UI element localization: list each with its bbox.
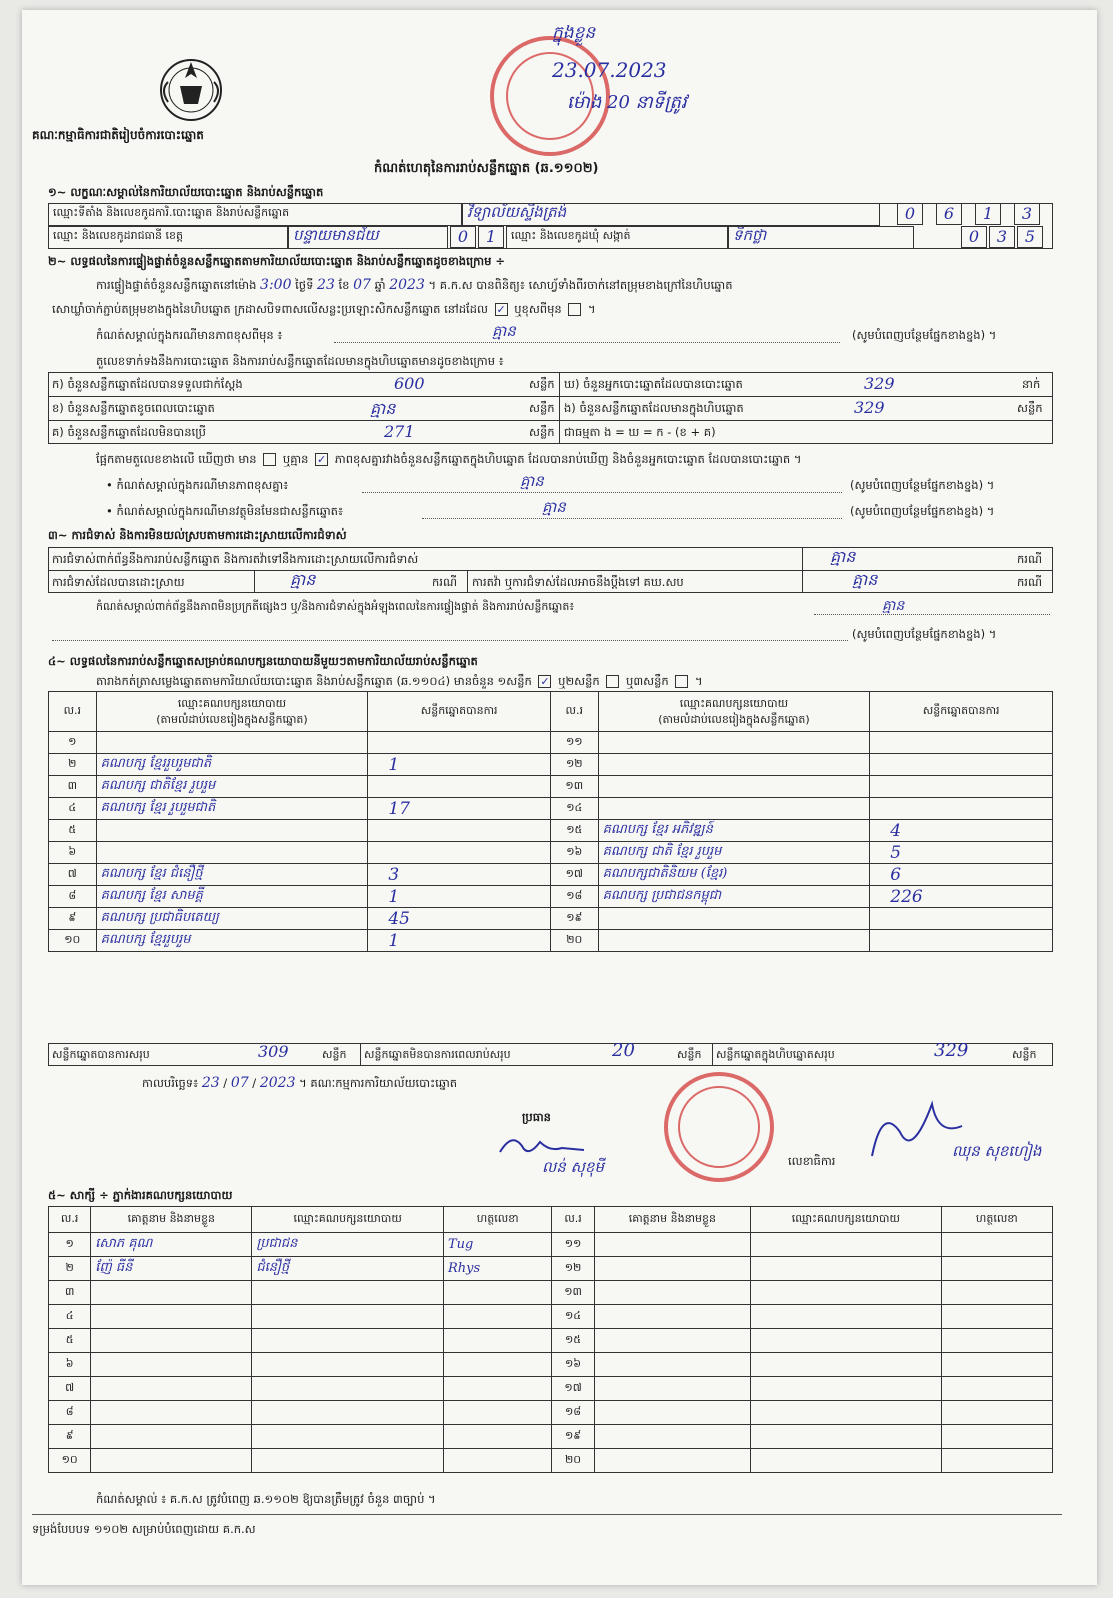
- resolved-label: ការជំទាស់ដែលបានដោះស្រាយ: [52, 575, 185, 589]
- row-number: ១៧: [550, 864, 598, 886]
- witness-signature: [941, 1449, 1052, 1473]
- witness-signature: [941, 1353, 1052, 1377]
- vote-count: 17: [368, 798, 551, 820]
- witness-name: [91, 1449, 252, 1473]
- table-row: [49, 1377, 1053, 1401]
- witness-party: [751, 1449, 942, 1473]
- row-number: ៦: [49, 1353, 91, 1377]
- note2-label: • កំណត់សម្គាល់ក្នុងករណីមានភាពខុសគ្នា៖: [106, 478, 289, 492]
- note1-label: កំណត់សម្គាល់ក្នុងករណីមានភាពខុសពីមុន ៖: [96, 328, 283, 342]
- location-code-digit: 0: [897, 203, 923, 225]
- table-row: [49, 930, 1053, 952]
- table-row: [49, 1281, 1053, 1305]
- witness-name: [594, 1401, 750, 1425]
- section4-title: ៤~ លទ្ធផលនៃការរាប់សន្លឹកឆ្នោតសម្រាប់គណបក្សនយោបាយនីមួយៗតាមការិយាល័យរាប់សន្លឹកឆ្នោត: [48, 654, 478, 668]
- witness-party: [751, 1281, 942, 1305]
- witness-name: [594, 1425, 750, 1449]
- handwritten-date-line-1: ក្នុងខ្លួន: [552, 23, 596, 43]
- witness-name: [594, 1305, 750, 1329]
- province-value: បន្ទាយមានជ័យ: [288, 226, 448, 249]
- col-party: ឈ្មោះគណបក្សនយោបាយ (តាមលំដាប់លេខរៀងក្នុងសន្លឹកឆ្នោត): [598, 692, 870, 732]
- figure-c-unit: សន្លឹក: [529, 425, 555, 439]
- vote-count: [368, 842, 551, 864]
- witness-party: [751, 1401, 942, 1425]
- table-row: [49, 908, 1053, 930]
- total-invalid-value: 20: [612, 1040, 635, 1061]
- row-number: ៨: [49, 1401, 91, 1425]
- figure-b-unit: សន្លឹក: [529, 401, 555, 415]
- results-table: [48, 691, 1053, 952]
- fill-hint: (សូមបំពេញបន្ថែមផ្នែកខាងខ្នង) ។: [850, 478, 995, 492]
- commune-label: ឈ្មោះ និងលេខកូដឃុំ សង្កាត់: [506, 226, 728, 249]
- vote-count: 3: [368, 864, 551, 886]
- table-row: [49, 842, 1053, 864]
- appeal-value: គ្មាន: [852, 570, 878, 589]
- witness-name: [594, 1377, 750, 1401]
- witness-party: ប្រជាជន: [252, 1233, 444, 1257]
- section5-title: ៥~ សាក្សី ÷ ភ្នាក់ងារគណបក្សនយោបាយ: [48, 1188, 233, 1202]
- witness-party: [751, 1257, 942, 1281]
- witness-party: [252, 1377, 444, 1401]
- party-name: គណបក្ស ប្រជាធិបតេយ្យ: [96, 908, 368, 930]
- location-value: វិទ្យាល័យស្ទឹងត្រង់: [462, 203, 880, 226]
- row-number: ១៩: [552, 1425, 594, 1449]
- section2-title: ២~ លទ្ធផលនៃការផ្ទៀងផ្ទាត់ចំនួនសន្លឹកឆ្នោតតាមការិយាល័យបោះឆ្នោត និងរាប់សន្លឹកឆ្នោតដូចខាងក្រោម ÷: [48, 254, 506, 268]
- party-name: គណបក្ស ខ្មែរ ជំនឿថ្មី: [96, 864, 368, 886]
- has-discrepancy-checkbox[interactable]: [263, 453, 276, 466]
- section4-intro: តារាងកត់ត្រាសម្លេងឆ្នោតតាមការិយាល័យបោះឆ្នោត និងរាប់សន្លឹកឆ្នោត (ឆ.១១០៤) មានចំនួន ១សន្លឹក ✓ ឬ២សន្លឹក ឬ៣សន្លឹក ។: [96, 674, 703, 688]
- figure-d-unit: នាក់: [1022, 377, 1041, 391]
- party-name: គណបក្ស ជាតិ ខ្មែរ រួបរួម: [598, 842, 870, 864]
- witness-party: [252, 1353, 444, 1377]
- col-no: ល.រ: [552, 1207, 594, 1233]
- row-number: ១៥: [552, 1329, 594, 1353]
- party-name: [598, 732, 870, 754]
- witness-signature: [444, 1377, 552, 1401]
- irregularity-note-label: កំណត់សម្គាល់ពាក់ព័ន្ធនឹងភាពមិនប្រក្រតីផ្សេងៗ ឬ/និងការជំទាស់ក្នុងអំឡុងពេលនៃការផ្ទៀងផ្ទាត់ និងការរាប់សន្លឹកឆ្នោត៖: [96, 600, 575, 613]
- total-box-label: សន្លឹកឆ្នោតក្នុងហិបឆ្នោតសរុប: [716, 1048, 835, 1061]
- same-checkbox[interactable]: ✓: [496, 303, 506, 316]
- table-row: [49, 776, 1053, 798]
- commune-value: ទឹកថ្លា: [728, 226, 914, 249]
- location-code-digit: 1: [975, 203, 1001, 225]
- total-box-value: 329: [934, 1040, 969, 1061]
- row-number: ៥: [49, 1329, 91, 1353]
- table-row: [49, 864, 1053, 886]
- row-number: ១៩: [550, 908, 598, 930]
- discrepancy-text: ផ្អែកតាមតួលេខខាងលើ ឃើញថា មាន ឬគ្មាន ✓ ភាពខុសគ្នារវាងចំនួនសន្លឹកឆ្នោតក្នុងហិបឆ្នោត ដែលបានរាប់ឃើញ និងចំនួនអ្នកបោះឆ្នោត ដែលបានបោះឆ្នោត ។: [96, 452, 802, 466]
- row-number: ១៦: [550, 842, 598, 864]
- vote-count: 1: [368, 930, 551, 952]
- witness-name: [91, 1281, 252, 1305]
- secretary-name: ឈុន សុខហៀង: [952, 1142, 1042, 1160]
- witness-party: [751, 1425, 942, 1449]
- row-number: ៤: [49, 798, 97, 820]
- footer-note: កំណត់សម្គាល់ ៖ គ.ក.ស ត្រូវបំពេញ ឆ.១១០២ ឱ្យបានត្រឹមត្រូវ ចំនួន ៣ច្បាប់ ។: [96, 1492, 436, 1506]
- row-number: ១២: [550, 754, 598, 776]
- col-name: គោត្តនាម និងនាមខ្លួន: [91, 1207, 252, 1233]
- party-name: [598, 930, 870, 952]
- witness-name: [91, 1377, 252, 1401]
- location-code-digit: 3: [1014, 203, 1040, 225]
- col-votes: សន្លឹកឆ្នោតបានការ: [368, 692, 551, 732]
- table-row: [49, 886, 1053, 908]
- objections-value: គ្មាន: [830, 547, 856, 566]
- figure-e-label: ង) ចំនួនសន្លឹកឆ្នោតដែលមានក្នុងហិបឆ្នោត: [564, 401, 744, 415]
- row-number: ១៨: [550, 886, 598, 908]
- party-name: គណបក្ស ជាតិខ្មែរ រួបរួម: [96, 776, 368, 798]
- witness-name: [594, 1449, 750, 1473]
- chair-name: លន់ សុខុមី: [542, 1158, 604, 1176]
- vote-count: [870, 776, 1053, 798]
- secretary-title: លេខាធិការ: [788, 1154, 836, 1168]
- vote-count: 6: [870, 864, 1053, 886]
- table-row: [49, 1305, 1053, 1329]
- witness-name: ញ៉ែ ធីនី: [91, 1257, 252, 1281]
- row-number: ២: [49, 754, 97, 776]
- vote-count: [368, 732, 551, 754]
- total-valid-unit: សន្លឹក: [322, 1048, 347, 1061]
- nec-emblem-icon: [150, 52, 232, 124]
- totals-row: [48, 1043, 1053, 1066]
- witness-party: [252, 1305, 444, 1329]
- witness-party: [252, 1425, 444, 1449]
- party-name: [598, 908, 870, 930]
- witness-signature: [444, 1401, 552, 1425]
- note1-value: គ្មាន: [492, 322, 516, 340]
- row-number: ៨: [49, 886, 97, 908]
- table-row: [49, 732, 1053, 754]
- two-sheet-checkbox[interactable]: [606, 675, 619, 688]
- table-row: [49, 820, 1053, 842]
- vote-count: 45: [368, 908, 551, 930]
- province-code-digit: 0: [450, 226, 476, 248]
- org-name: គណៈកម្មាធិការជាតិរៀបចំការបោះឆ្នោត: [32, 128, 204, 142]
- total-valid-label: សន្លឹកឆ្នោតបានការសរុប: [52, 1048, 150, 1061]
- irregularity-note-value: គ្មាន: [882, 598, 905, 614]
- figures-intro: តួលេខទាក់ទងនឹងការបោះឆ្នោត និងការរាប់សន្លឹកឆ្នោតដែលមានក្នុងហិបឆ្នោតមានដូចខាងក្រោម ៖: [96, 354, 504, 368]
- appeal-unit: ករណី: [1017, 575, 1042, 589]
- col-votes: សន្លឹកឆ្នោតបានការ: [870, 692, 1053, 732]
- commune-code-digit: 3: [989, 226, 1015, 248]
- vote-count: 1: [368, 754, 551, 776]
- party-name: គណបក្ស ខ្មែររួបរួម: [96, 930, 368, 952]
- row-number: ១០: [49, 1449, 91, 1473]
- party-name: [96, 820, 368, 842]
- row-number: ៩: [49, 1425, 91, 1449]
- vote-count: 5: [870, 842, 1053, 864]
- formula-text: ជាធម្មតា ង = ឃ = ក - (ខ + គ): [564, 425, 716, 439]
- party-name: [96, 732, 368, 754]
- vote-count: [870, 732, 1053, 754]
- witness-party: [751, 1233, 942, 1257]
- row-number: ៤: [49, 1305, 91, 1329]
- witness-table: [48, 1206, 1053, 1473]
- row-number: ១៣: [550, 776, 598, 798]
- handwritten-date-line-2: 23.07.2023: [552, 58, 667, 82]
- row-number: ១៥: [550, 820, 598, 842]
- party-name: [96, 842, 368, 864]
- row-number: ៧: [49, 864, 97, 886]
- party-name: គណបក្សជាតិនិយម (ខ្មែរ): [598, 864, 870, 886]
- witness-name: [91, 1305, 252, 1329]
- witness-name: [594, 1257, 750, 1281]
- form-note: ទម្រង់បែបបទ ១១០២ សម្រាប់បំពេញដោយ គ.ក.ស: [32, 1522, 256, 1536]
- seal-check-text: សោឃ្លាំចាក់ភ្ជាប់តម្រុមខាងក្នុងនៃហិបឆ្នោត ក្រដាសបិទពាសលើសន្លះប្រឡោះសិកសន្លឹកឆ្នោត នៅដដែល ✓ ឬខុសពីមុន ។: [52, 302, 596, 316]
- col-party: ឈ្មោះគណបក្សនយោបាយ (តាមលំដាប់លេខរៀងក្នុងសន្លឹកឆ្នោត): [96, 692, 368, 732]
- row-number: ១៧: [552, 1377, 594, 1401]
- handwritten-date-line-3: ម៉ោង 20 នាទីត្រូវ: [567, 92, 687, 113]
- row-number: ១៤: [550, 798, 598, 820]
- note2-value: គ្មាន: [520, 472, 544, 490]
- row-number: ១: [49, 732, 97, 754]
- witness-signature: [941, 1329, 1052, 1353]
- witness-signature: [444, 1353, 552, 1377]
- vote-count: [870, 754, 1053, 776]
- vote-count: [870, 908, 1053, 930]
- row-number: ១៨: [552, 1401, 594, 1425]
- table-row: [49, 1425, 1053, 1449]
- vote-count: [870, 798, 1053, 820]
- vote-count: [368, 820, 551, 842]
- total-invalid-label: សន្លឹកឆ្នោតមិនបានការពេលរាប់សរុប: [364, 1048, 511, 1061]
- party-name: គណបក្ស ខ្មែរ សាមគ្គី: [96, 886, 368, 908]
- fill-hint: (សូមបំពេញបន្ថែមផ្នែកខាងខ្នង) ។: [852, 328, 997, 342]
- row-number: ៣: [49, 1281, 91, 1305]
- vote-count: 4: [870, 820, 1053, 842]
- total-box-unit: សន្លឹក: [1012, 1048, 1037, 1061]
- witness-signature: [941, 1281, 1052, 1305]
- figure-e-value: 329: [854, 398, 885, 417]
- row-number: ៥: [49, 820, 97, 842]
- signing-date: កាលបរិច្ឆេទ៖ 23 / 07 / 2023 ។ គណៈកម្មការការិយាល័យបោះឆ្នោត: [142, 1075, 458, 1091]
- row-number: ៧: [49, 1377, 91, 1401]
- objections-label: ការជំទាស់ពាក់ព័ន្ធនឹងការរាប់សន្លឹកឆ្នោត និងការតវ៉ាទៅនឹងការដោះស្រាយលើការជំទាស់: [52, 552, 419, 566]
- table-row: [49, 754, 1053, 776]
- witness-signature: [941, 1257, 1052, 1281]
- vote-count: [870, 930, 1053, 952]
- figure-c-label: គ) ចំនួនសន្លឹកឆ្នោតដែលមិនបានប្រើ: [52, 425, 206, 439]
- table-row: [49, 1233, 1053, 1257]
- witness-name: [594, 1233, 750, 1257]
- chair-title: ប្រធាន: [522, 1110, 551, 1124]
- party-name: [598, 754, 870, 776]
- witness-signature: [941, 1401, 1052, 1425]
- table-row: [49, 1329, 1053, 1353]
- witness-party: [751, 1305, 942, 1329]
- witness-party: [252, 1401, 444, 1425]
- fill-hint: (សូមបំពេញបន្ថែមផ្នែកខាងខ្នង) ។: [850, 504, 995, 518]
- col-no: ល.រ: [49, 1207, 91, 1233]
- form-title: កំណត់ហេតុនៃការរាប់សន្លឹកឆ្នោត (ឆ.១១០២): [374, 161, 599, 176]
- witness-name: សោភ គុណ: [91, 1233, 252, 1257]
- vote-count: 226: [870, 886, 1053, 908]
- figure-a-value: 600: [394, 374, 425, 393]
- row-number: ១៦: [552, 1353, 594, 1377]
- note3-value: គ្មាន: [542, 498, 566, 516]
- witness-signature: [941, 1425, 1052, 1449]
- witness-name: [594, 1353, 750, 1377]
- party-name: គណបក្ស ខ្មែររួបរួមជាតិ: [96, 754, 368, 776]
- witness-name: [91, 1329, 252, 1353]
- witness-signature: [444, 1305, 552, 1329]
- col-no: ល.រ: [49, 692, 97, 732]
- col-party: ឈ្មោះគណបក្សនយោបាយ: [751, 1207, 942, 1233]
- witness-signature: [444, 1281, 552, 1305]
- three-sheet-checkbox[interactable]: [675, 675, 688, 688]
- resolved-unit: ករណី: [432, 575, 457, 589]
- location-label: ឈ្មោះទីតាំង និងលេខកូដការិ.បោះឆ្នោត និងរាប់សន្លឹកឆ្នោត: [48, 203, 462, 226]
- witness-party: ជំនឿថ្មី: [252, 1257, 444, 1281]
- commune-code-digit: 5: [1017, 226, 1043, 248]
- party-name: [598, 776, 870, 798]
- figure-a-label: ក) ចំនួនសន្លឹកឆ្នោតដែលបានទទួលជាក់ស្តែង: [52, 377, 243, 391]
- witness-name: [91, 1401, 252, 1425]
- figure-d-label: ឃ) ចំនួនអ្នកបោះឆ្នោតដែលបានបោះឆ្នោត: [564, 377, 743, 391]
- row-number: ១០: [49, 930, 97, 952]
- row-number: ២០: [552, 1449, 594, 1473]
- witness-party: [751, 1377, 942, 1401]
- location-code-digit: 6: [936, 203, 962, 225]
- fill-hint: (សូមបំពេញបន្ថែមផ្នែកខាងខ្នង) ។: [852, 627, 997, 641]
- figure-b-label: ខ) ចំនួនសន្លឹកឆ្នោតខូចពេលបោះឆ្នោត: [52, 401, 215, 415]
- table-row: [49, 1353, 1053, 1377]
- table-row: [49, 798, 1053, 820]
- witness-name: [594, 1281, 750, 1305]
- witness-signature: [941, 1377, 1052, 1401]
- appeal-label: ការតវ៉ា ឬការជំទាស់ដែលអាចនឹងប្តឹងទៅ គឃ.សប: [472, 575, 684, 589]
- party-name: [598, 798, 870, 820]
- col-no: ល.រ: [550, 692, 598, 732]
- witness-signature: [941, 1305, 1052, 1329]
- vote-count: [368, 776, 551, 798]
- row-number: ៩: [49, 908, 97, 930]
- province-code-digit: 1: [478, 226, 504, 248]
- witness-party: [252, 1329, 444, 1353]
- figure-d-value: 329: [864, 374, 895, 393]
- note3-label: • កំណត់សម្គាល់ក្នុងករណីមានវត្ថុមិនមែនជាសន្លឹកឆ្នោត៖: [106, 504, 344, 518]
- row-number: ២០: [550, 930, 598, 952]
- witness-name: [91, 1425, 252, 1449]
- section3-title: ៣~ ការជំទាស់ និងការមិនយល់ស្របតាមការដោះស្រាយលើការជំទាស់: [48, 528, 347, 542]
- figure-e-unit: សន្លឹក: [1017, 401, 1043, 415]
- party-name: គណបក្ស ប្រជាជនកម្ពុជា: [598, 886, 870, 908]
- total-invalid-unit: សន្លឹក: [677, 1048, 702, 1061]
- row-number: ១: [49, 1233, 91, 1257]
- province-label: ឈ្មោះ និងលេខកូដរាជធានី ខេត្ត: [48, 226, 288, 249]
- row-number: ១១: [552, 1233, 594, 1257]
- row-number: ២: [49, 1257, 91, 1281]
- witness-party: [252, 1281, 444, 1305]
- total-valid-value: 309: [258, 1042, 289, 1061]
- witness-name: [594, 1329, 750, 1353]
- witness-signature: [444, 1425, 552, 1449]
- commune-code-digit: 0: [961, 226, 987, 248]
- party-name: គណបក្ស ខ្មែរ រួបរួមជាតិ: [96, 798, 368, 820]
- witness-party: [751, 1329, 942, 1353]
- row-number: ១១: [550, 732, 598, 754]
- vote-count: 1: [368, 886, 551, 908]
- col-party: ឈ្មោះគណបក្សនយោបាយ: [252, 1207, 444, 1233]
- different-checkbox[interactable]: [568, 303, 581, 316]
- figure-a-unit: សន្លឹក: [529, 377, 555, 391]
- witness-signature: Rhys: [444, 1257, 552, 1281]
- row-number: ១២: [552, 1257, 594, 1281]
- table-row: [49, 1449, 1053, 1473]
- document-page: [22, 10, 1097, 1585]
- objections-unit: ករណី: [1017, 552, 1042, 566]
- col-name: គោត្តនាម និងនាមខ្លួន: [594, 1207, 750, 1233]
- witness-party: [252, 1449, 444, 1473]
- col-signature: ហត្ថលេខា: [941, 1207, 1052, 1233]
- official-stamp-bottom: [664, 1072, 774, 1182]
- figure-b-value: គ្មាន: [370, 399, 396, 418]
- col-signature: ហត្ថលេខា: [444, 1207, 552, 1233]
- section1-title: ១~ លក្ខណៈសម្គាល់នៃការិយាល័យបោះឆ្នោត និងរាប់សន្លឹកឆ្នោត: [48, 185, 324, 199]
- table-row: [49, 1257, 1053, 1281]
- row-number: ៦: [49, 842, 97, 864]
- table-row: [49, 1401, 1053, 1425]
- row-number: ១៤: [552, 1305, 594, 1329]
- verification-text: ការផ្ទៀងផ្ទាត់ចំនួនសន្លឹកឆ្នោតនៅម៉ោង 3:00 ថ្ងៃទី 23 ខែ 07 ឆ្នាំ 2023 ។ គ.ក.ស បានពិនិត្យ៖ សោហ្វ័ទាំងពីរចាក់នៅតម្រុមខាងក្រៅនៃហិបឆ្នោត: [96, 277, 733, 293]
- witness-name: [91, 1353, 252, 1377]
- no-discrepancy-checkbox[interactable]: ✓: [317, 453, 327, 466]
- one-sheet-checkbox[interactable]: ✓: [540, 675, 550, 688]
- resolved-value: គ្មាន: [290, 570, 316, 589]
- witness-signature: [444, 1329, 552, 1353]
- row-number: ៣: [49, 776, 97, 798]
- witness-signature: Tug: [444, 1233, 552, 1257]
- figure-c-value: 271: [384, 422, 415, 441]
- witness-signature: [444, 1449, 552, 1473]
- party-name: គណបក្ស ខ្មែរ អភិវឌ្ឍន៍: [598, 820, 870, 842]
- row-number: ១៣: [552, 1281, 594, 1305]
- witness-party: [751, 1353, 942, 1377]
- witness-signature: [941, 1233, 1052, 1257]
